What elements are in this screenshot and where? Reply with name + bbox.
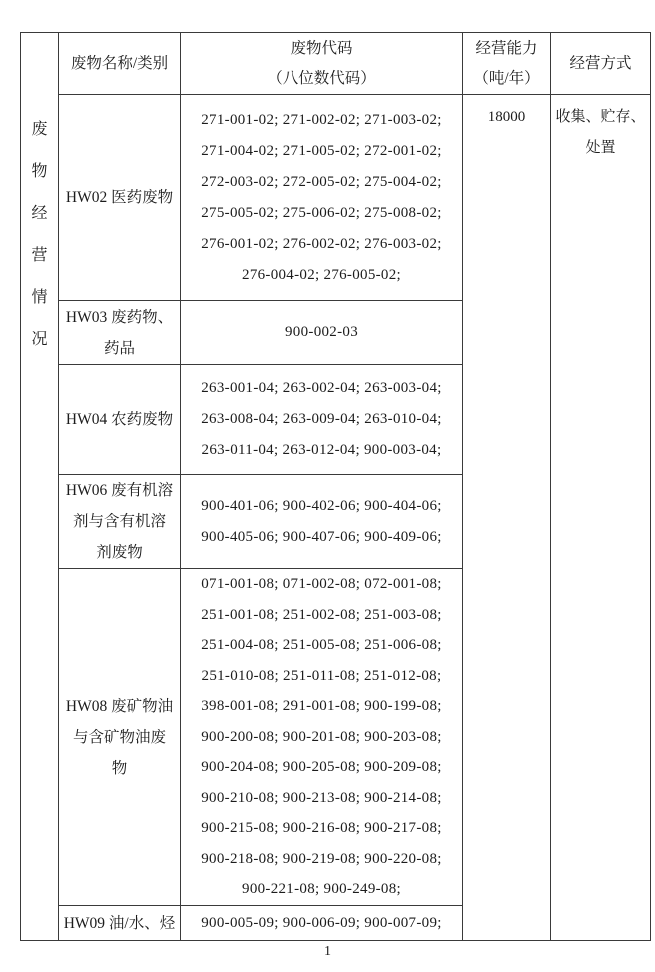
col-header-capacity: 经营能力 （吨/年） <box>463 33 551 95</box>
row-label-hw04: HW04 农药废物 <box>59 365 181 475</box>
row-label-hw02: HW02 医药废物 <box>59 95 181 301</box>
row-label-hw06: HW06 废有机溶 剂与含有机溶 剂废物 <box>59 475 181 569</box>
row-codes-hw04: 263-001-04; 263-002-04; 263-003-04; 263-008-04; 263-009-04; 263-010-04; 263-011-04; 263-012-04; 900-003-04; <box>181 365 463 475</box>
col-header-waste-code: 废物代码 （八位数代码） <box>181 33 463 95</box>
row-codes-hw03: 900-002-03 <box>181 301 463 365</box>
page-number: 1 <box>324 944 331 959</box>
row-codes-hw02: 271-001-02; 271-002-02; 271-003-02; 271-004-02; 271-005-02; 272-001-02; 272-003-02; 272-005-02; 275-004-02; 275-005-02; 275-006-02; 275-008-02; 276-001-02; 276-002-02; 276-003-02; 276-004-02; 276-005-02; <box>181 95 463 301</box>
col-header-waste-name: 废物名称/类别 <box>59 33 181 95</box>
method-value: 收集、贮存、 处置 <box>551 95 651 941</box>
row-codes-hw09: 900-005-09; 900-006-09; 900-007-09; <box>181 906 463 941</box>
row-label-hw09: HW09 油/水、烃 <box>59 906 181 941</box>
row-label-hw03: HW03 废药物、 药品 <box>59 301 181 365</box>
row-codes-hw08: 071-001-08; 071-002-08; 072-001-08; 251-001-08; 251-002-08; 251-003-08; 251-004-08; 251-005-08; 251-006-08; 251-010-08; 251-011-08; 251-012-08; 398-001-08; 291-001-08; 900-199-08; 900-200-08; 900-201-08; 900-203-08; 900-204-08; 900-205-08; 900-209-08; 900-210-08; 900-213-08; 900-214-08; 900-215-08; 900-216-08; 900-217-08; 900-218-08; 900-219-08; 900-220-08; 900-221-08; 900-249-08; <box>181 569 463 906</box>
capacity-value: 18000 <box>463 95 551 941</box>
row-codes-hw06: 900-401-06; 900-402-06; 900-404-06; 900-405-06; 900-407-06; 900-409-06; <box>181 475 463 569</box>
waste-management-table <box>20 32 651 941</box>
section-label-vertical: 废 物 经 营 情 况 <box>21 33 59 941</box>
row-label-hw08: HW08 废矿物油 与含矿物油废 物 <box>59 569 181 906</box>
col-header-method: 经营方式 <box>551 33 651 95</box>
